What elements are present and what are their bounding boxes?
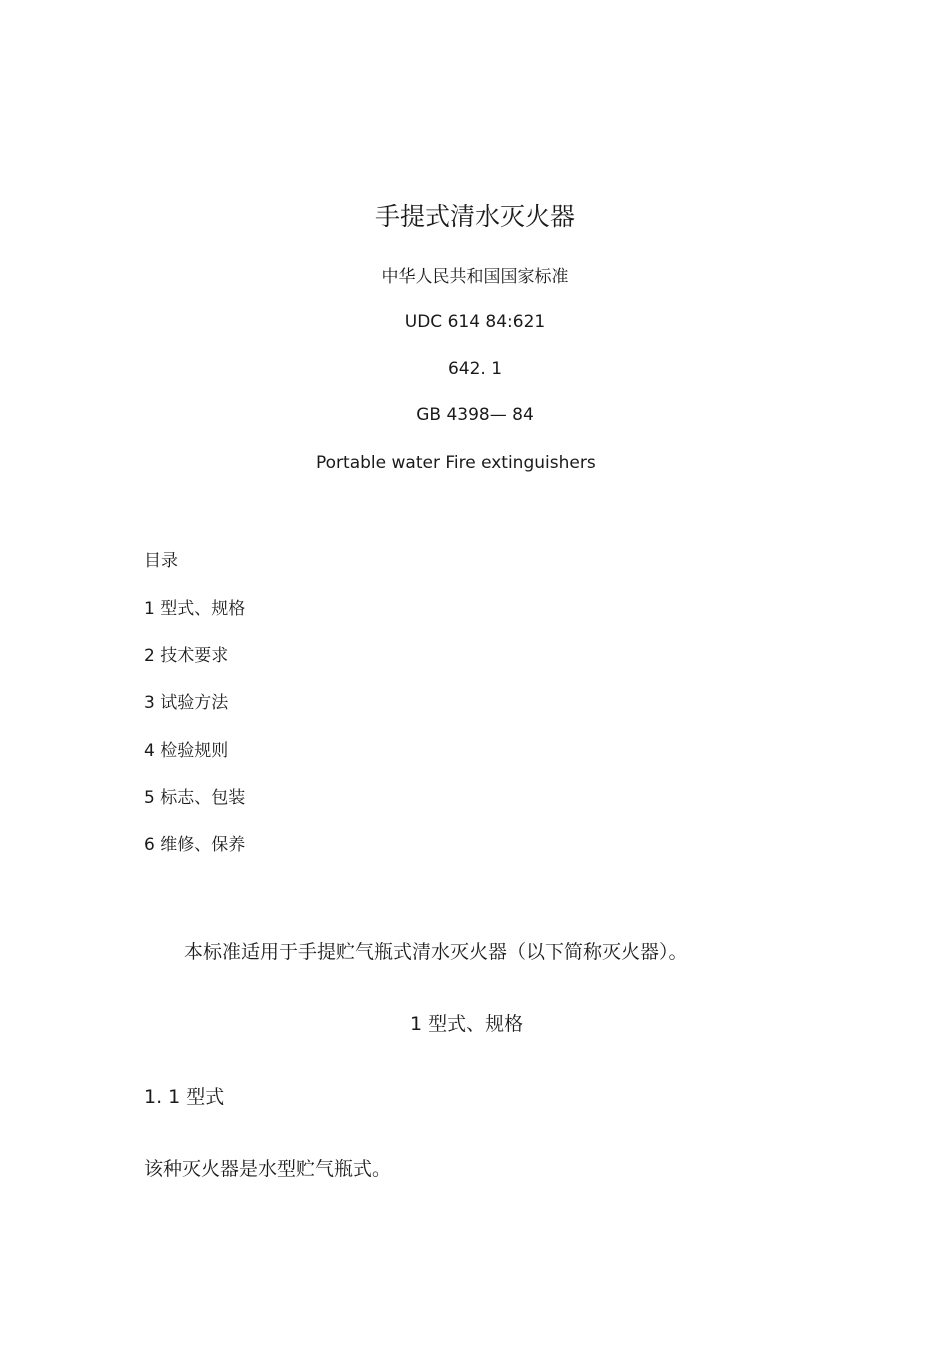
udc-line-1: UDC 614 84:621 [404, 312, 546, 332]
toc-heading: 目录 [144, 551, 178, 571]
issuer-line: 中华人民共和国国家标准 [381, 267, 569, 287]
scope-paragraph: 本标准适用于手提贮气瓶式清水灭火器（以下简称灭火器）。 [184, 941, 688, 963]
subsection-heading: 1. 1 型式 [144, 1086, 225, 1108]
toc-item: 3 试验方法 [144, 693, 229, 713]
udc-line-2: 642. 1 [447, 359, 503, 379]
subsection-paragraph: 该种灭火器是水型贮气瓶式。 [144, 1158, 392, 1180]
toc-item: 2 技术要求 [144, 646, 229, 666]
toc-item: 5 标志、包装 [144, 788, 246, 808]
section-heading: 1 型式、规格 [410, 1013, 524, 1035]
document-title: 手提式清水灭火器 [374, 202, 575, 231]
toc-item: 1 型式、规格 [144, 599, 246, 619]
english-title: Portable water Fire extinguishers [316, 453, 596, 473]
toc-item: 6 维修、保养 [144, 835, 246, 855]
standard-number: GB 4398— 84 [416, 405, 534, 425]
toc-item: 4 检验规则 [144, 741, 229, 761]
